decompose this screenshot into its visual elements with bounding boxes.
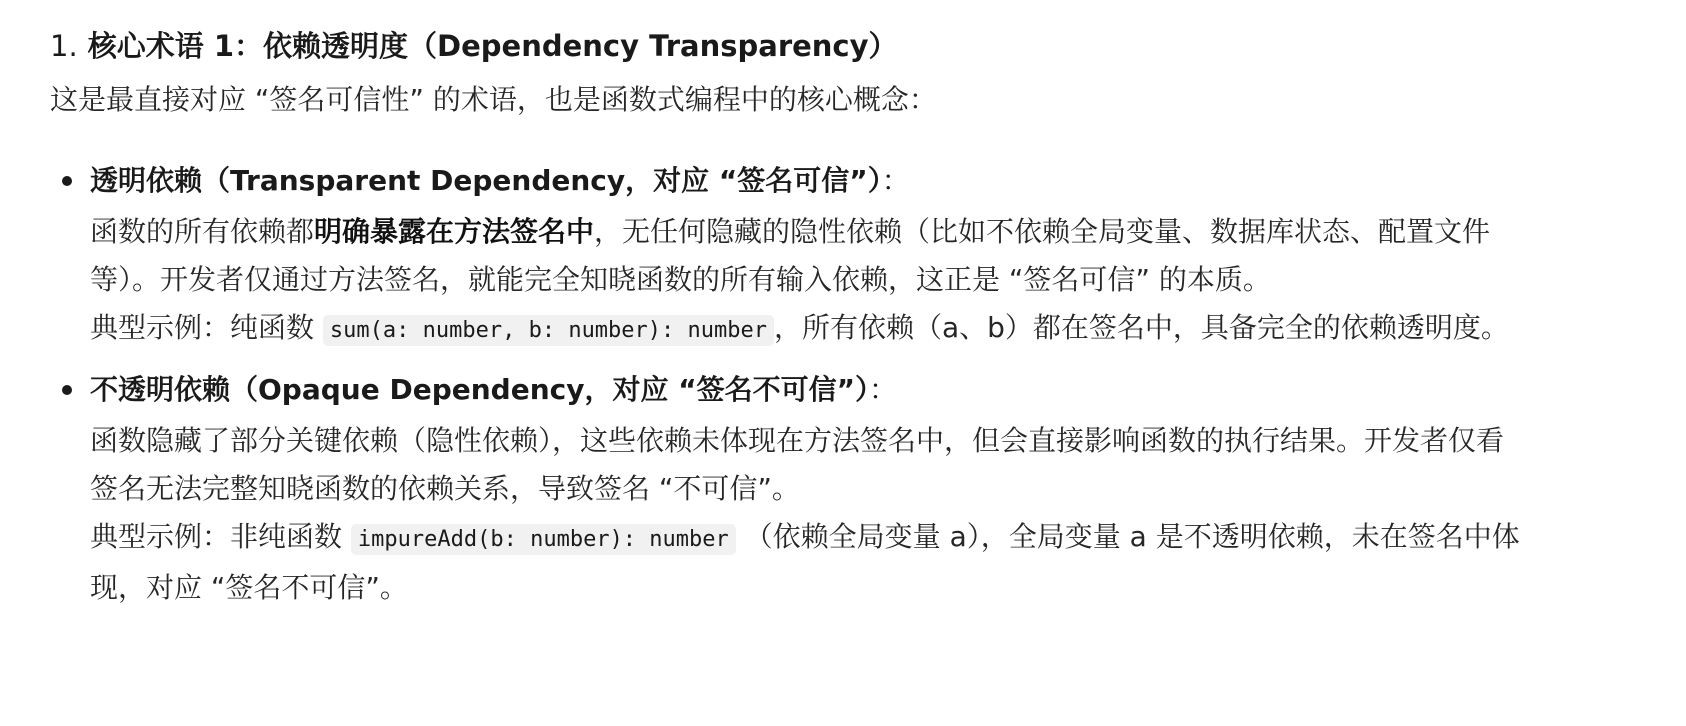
example-post: ，所有依赖（a、b）都在签名中，具备完全的依赖透明度。: [774, 311, 1509, 344]
term-list: [50, 158, 1526, 612]
list-item-transparent-dependency: [50, 158, 1526, 355]
term-title-colon: ：: [869, 373, 898, 406]
example-pre: 典型示例：纯函数: [90, 311, 323, 344]
term-example: [90, 513, 1526, 612]
desc-post: ，无任何隐藏的隐性依赖（比如不依赖全局变量、数据库状态、配置文件等）。开发者仅通过方法签名，就能完全知晓函数的所有输入依赖，这正是 “签名可信” 的本质。: [90, 215, 1491, 296]
heading-text: 核心术语 1：依赖透明度（Dependency Transparency）: [77, 29, 898, 63]
bullet-icon: [62, 385, 72, 395]
term-example: [90, 304, 1526, 355]
bullet-icon: [62, 176, 72, 186]
intro-paragraph: 这是最直接对应 “签名可信性” 的术语，也是函数式编程中的核心概念：: [50, 83, 937, 116]
term-title-text: 不透明依赖（Opaque Dependency，对应 “签名不可信”）: [90, 373, 870, 406]
desc-emphasis: 明确暴露在方法签名中: [314, 215, 595, 248]
term-title-colon: ：: [881, 164, 910, 197]
section-heading: [50, 26, 1526, 66]
term-title: [90, 158, 1526, 204]
inline-code: impureAdd(b: number): number: [351, 524, 736, 555]
example-pre: 典型示例：非纯函数: [90, 520, 351, 553]
term-title: [90, 367, 1526, 413]
term-description: [90, 208, 1526, 304]
example-post: （依赖全局变量 a），全局变量 a 是不透明依赖，未在签名中体现，对应 “签名不可信”。: [90, 520, 1520, 604]
desc-pre: 函数的所有依赖都: [90, 215, 315, 248]
list-item-opaque-dependency: [50, 367, 1526, 612]
term-description: 函数隐藏了部分关键依赖（隐性依赖），这些依赖未体现在方法签名中，但会直接影响函数的执行结果。开发者仅看签名无法完整知晓函数的依赖关系，导致签名 “不可信”。: [90, 424, 1505, 505]
term-title-text: 透明依赖（Transparent Dependency，对应 “签名可信”）: [90, 164, 882, 197]
inline-code: sum(a: number, b: number): number: [323, 315, 774, 346]
heading-number: 1.: [50, 29, 78, 63]
